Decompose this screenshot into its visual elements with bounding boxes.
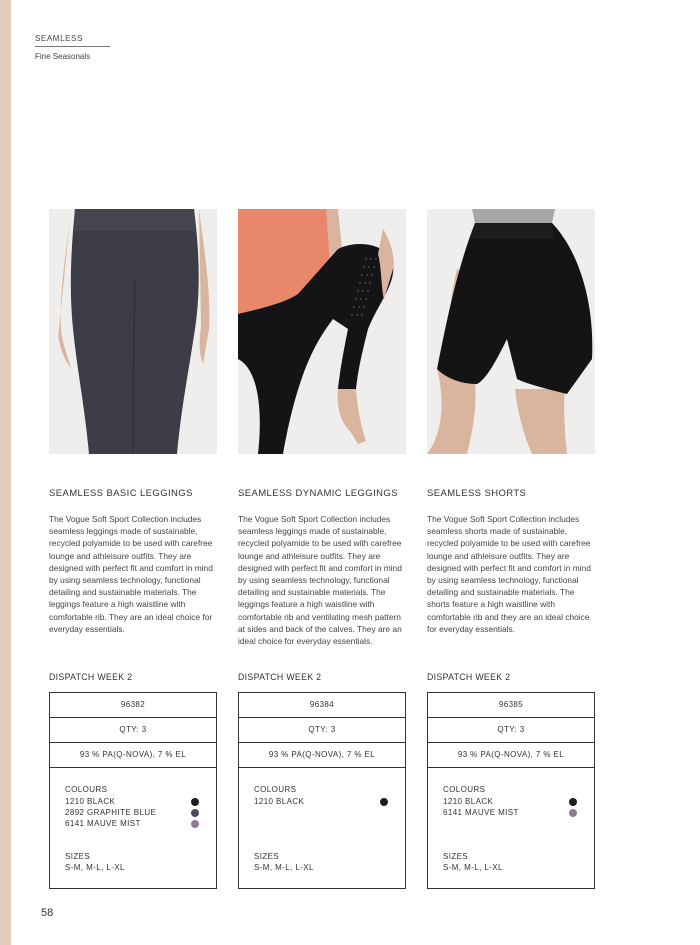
colour-item — [254, 796, 394, 807]
colour-swatch-black — [191, 798, 199, 806]
sizes-value: S-M, M-L, L-XL — [254, 863, 314, 872]
colour-swatch-mauve-mist — [569, 809, 577, 817]
colour-name: 6141 MAUVE MIST — [443, 808, 519, 817]
colour-name: 2892 GRAPHITE BLUE — [65, 808, 157, 817]
colours-label: COLOURS — [443, 785, 486, 794]
colour-item — [443, 807, 583, 818]
colour-name: 1210 BLACK — [65, 797, 116, 806]
colour-item — [65, 818, 205, 829]
dispatch-label: DISPATCH WEEK 2 — [238, 672, 322, 682]
spec-table — [238, 692, 406, 889]
page-header — [35, 34, 110, 61]
sizes-value: S-M, M-L, L-XL — [443, 863, 503, 872]
article-code: 96384 — [239, 693, 405, 718]
colour-swatch-graphite-blue — [191, 809, 199, 817]
quantity: QTY: 3 — [428, 718, 594, 743]
quantity: QTY: 3 — [50, 718, 216, 743]
product-title: SEAMLESS DYNAMIC LEGGINGS — [238, 488, 398, 499]
material: 93 % PA(Q-NOVA), 7 % EL — [50, 743, 216, 768]
colour-item — [65, 796, 205, 807]
product-title: SEAMLESS SHORTS — [427, 488, 527, 499]
article-code: 96382 — [50, 693, 216, 718]
dispatch-label: DISPATCH WEEK 2 — [427, 672, 511, 682]
colours-label: COLOURS — [254, 785, 297, 794]
section-title: SEAMLESS — [35, 34, 83, 43]
colour-swatch-black — [569, 798, 577, 806]
product-card-dynamic-leggings — [238, 209, 406, 872]
dispatch-label: DISPATCH WEEK 2 — [49, 672, 133, 682]
colour-list — [443, 796, 583, 818]
colour-list — [65, 796, 205, 829]
material: 93 % PA(Q-NOVA), 7 % EL — [239, 743, 405, 768]
colour-item — [65, 807, 205, 818]
product-title: SEAMLESS BASIC LEGGINGS — [49, 488, 193, 499]
sizes-label: SIZES — [65, 852, 91, 861]
product-description: The Vogue Soft Sport Collection includes seamless leggings made of sustainable, recycled polyamide to be used with carefree lounge and athleisure outfits. They are designed with perfect fit and comfort in mind by using seamless technology, functional detailing and sustainable materials. The leggings feature a high waistline with comfortable rib and ventilating mesh pattern at sides and back of the calves. They are an ideal choice for everyday essentials. — [238, 514, 402, 647]
colour-item — [443, 796, 583, 807]
colour-name: 6141 MAUVE MIST — [65, 819, 141, 828]
colour-name: 1210 BLACK — [254, 797, 305, 806]
page-number: 58 — [41, 907, 54, 919]
product-photo-basic-leggings — [49, 209, 217, 454]
spec-table — [49, 692, 217, 889]
page-spine — [0, 0, 11, 945]
subsection-title: Fine Seasonals — [35, 52, 91, 61]
sizes-label: SIZES — [254, 852, 280, 861]
product-description: The Vogue Soft Sport Collection includes seamless leggings made of sustainable, recycled polyamide to be used with carefree lounge and athleisure outfits. They are designed with perfect fit and comfort in mind by using seamless technology, functional detailing and sustainable materials. The leggings feature a high waistline with comfortable rib. They are an ideal choice for everyday essentials. — [49, 514, 213, 634]
material: 93 % PA(Q-NOVA), 7 % EL — [428, 743, 594, 768]
sizes-label: SIZES — [443, 852, 469, 861]
product-photo-dynamic-leggings — [238, 209, 406, 454]
spec-table — [427, 692, 595, 889]
product-photo-shorts — [427, 209, 595, 454]
quantity: QTY: 3 — [239, 718, 405, 743]
header-rule — [35, 46, 110, 47]
colour-swatch-black — [380, 798, 388, 806]
colours-label: COLOURS — [65, 785, 108, 794]
product-card-shorts — [427, 209, 595, 872]
product-description: The Vogue Soft Sport Collection includes seamless shorts made of sustainable, recycled polyamide to be used with carefree lounge and athleisure outfits. They are designed with perfect fit and comfort in mind by using seamless technology, functional detailing and sustainable materials. The shorts feature a high waistline with comfortable rib and they are an ideal choice for everyday essentials. — [427, 514, 591, 634]
colour-name: 1210 BLACK — [443, 797, 494, 806]
sizes-value: S-M, M-L, L-XL — [65, 863, 125, 872]
product-card-basic-leggings — [49, 209, 217, 872]
colour-swatch-mauve-mist — [191, 820, 199, 828]
article-code: 96385 — [428, 693, 594, 718]
colour-list — [254, 796, 394, 807]
